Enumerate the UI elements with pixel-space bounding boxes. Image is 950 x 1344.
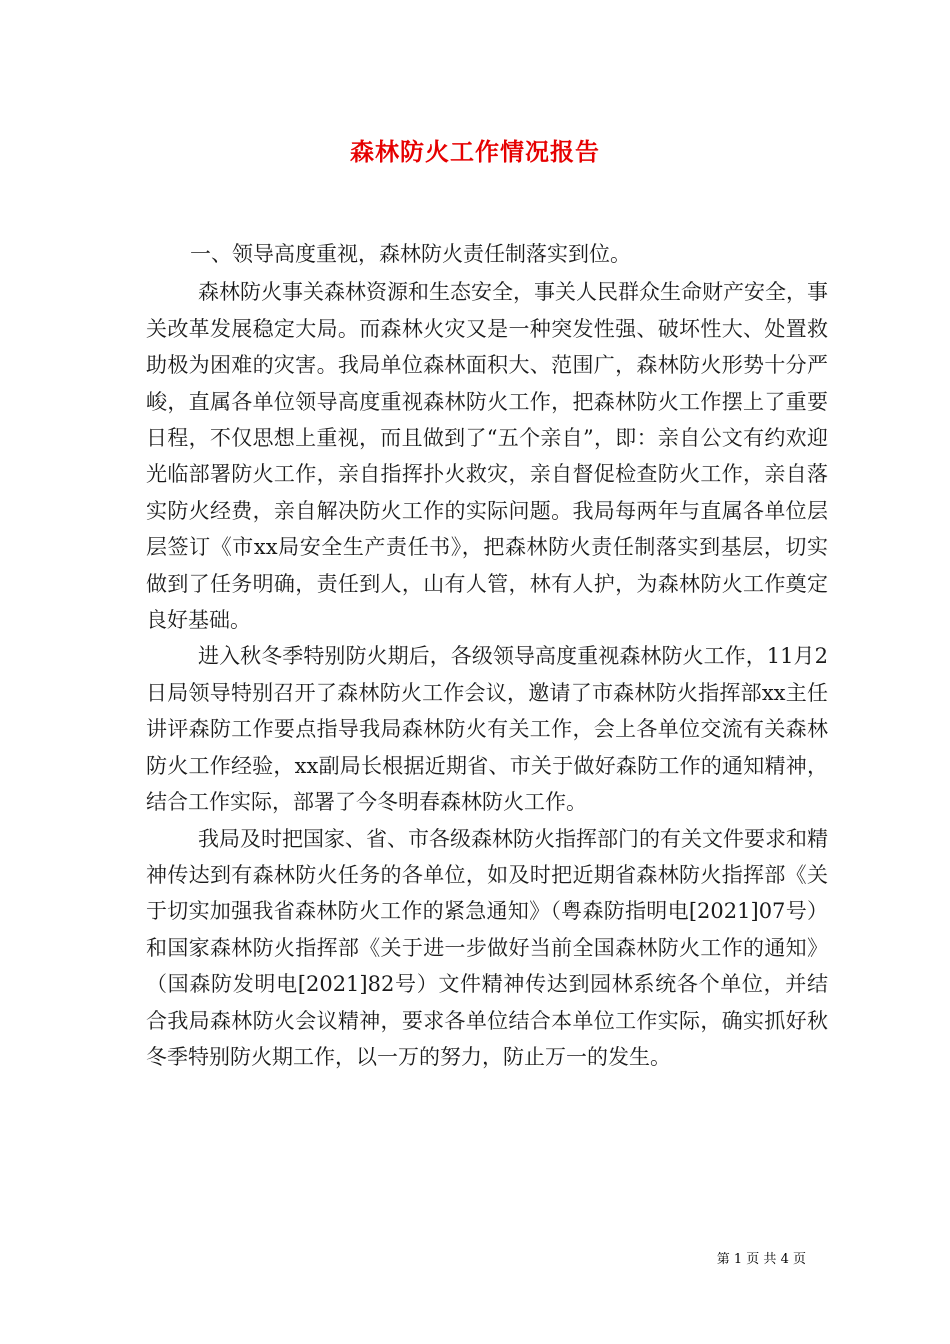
paragraph-1: 森林防火事关森林资源和生态安全，事关人民群众生命财产安全，事关改革发展稳定大局。而森林火灾又是一种突发性强、破坏性大、处置救助极为困难的灾害。我局单位森林面积大、范围广，森林防火形势十分严峻，直属各单位领导高度重视森林防火工作，把森林防火工作摆上了重要日程，不仅思想上重视，而且做到了“五个亲自”，即：亲自公文有约欢迎光临部署防火工作，亲自指挥扑火救灾，亲自督促检查防火工作，亲自落实防火经费，亲自解决防火工作的实际问题。我局每两年与直属各单位层层签订《市xx局安全生产责任书》，把森林防火责任制落实到基层，切实做到了任务明确，责任到人，山有人管，林有人护，为森林防火工作奠定良好基础。 xyxy=(146,280,828,633)
section-heading: 一、领导高度重视，森林防火责任制落实到位。 xyxy=(190,242,631,266)
paragraph-2: 进入秋冬季特别防火期后，各级领导高度重视森林防火工作，11月2日局领导特别召开了森林防火工作会议，邀请了市森林防火指挥部xx主任讲评森防工作要点指导我局森林防火有关工作，会上各单位交流有关森林防火工作经验，xx副局长根据近期省、市关于做好森防工作的通知精神，结合工作实际，部署了今冬明春森林防火工作。 xyxy=(146,644,828,815)
footer-total-pages: 4 xyxy=(780,1252,789,1267)
footer-prefix: 第 xyxy=(716,1252,730,1267)
footer-middle: 页 共 xyxy=(746,1252,777,1267)
page-number-footer xyxy=(717,1248,806,1267)
document-body xyxy=(146,236,828,1075)
paragraph-3: 我局及时把国家、省、市各级森林防火指挥部门的有关文件要求和精神传达到有森林防火任务的各单位，如及时把近期省森林防火指挥部《关于切实加强我省森林防火工作的紧急通知》（粤森防指明电[2021]07号）和国家森林防火指挥部《关于进一步做好当前全国森林防火工作的通知》（国森防发明电[2021]82号）文件精神传达到园林系统各个单位，并结合我局森林防火会议精神，要求各单位结合本单位工作实际，确实抓好秋冬季特别防火期工作，以一万的努力，防止万一的发生。 xyxy=(146,826,828,1069)
document-title: 森林防火工作情况报告 xyxy=(350,138,600,166)
footer-current-page: 1 xyxy=(733,1252,743,1267)
footer-suffix: 页 xyxy=(792,1252,806,1267)
